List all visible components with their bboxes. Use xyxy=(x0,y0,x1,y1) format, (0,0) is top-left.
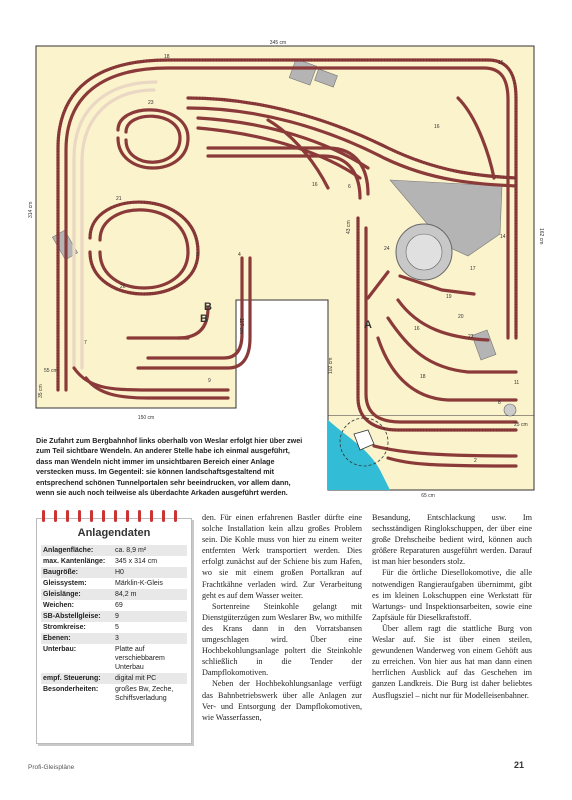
spec-key: Baugröße: xyxy=(41,567,113,578)
paragraph: Sortenreine Steinkohle gelangt mit Dienstgüterzügen zum Weslarer Bw, wo mithilfe des Krans dann in den Vorratsbansen umgeschlagen wird. Über eine Hochbekohlungsanlage poltert die Steinkohle schließlich in die Tender der Dampflokomotiven. xyxy=(202,601,362,678)
track-number: 7 xyxy=(84,340,87,346)
spec-key: Weichen: xyxy=(43,602,74,609)
text-column-2 xyxy=(202,512,362,723)
spec-row xyxy=(41,545,187,556)
track-number: 17 xyxy=(470,266,476,272)
plan-caption: Die Zufahrt zum Bergbahnhof links oberhalb von Weslar erfolgt hier über zwei zum Teil sichtbare Wendeln. An anderer Stelle habe ich einmal ausgeführt, dass man Wendeln nicht immer im unsichtbaren Bereich einer Anlage verstecken muss. Im Gegenteil: sie können landschaftsgestaltend mit entsprechend schönen Tunnelportalen sehr beeindrucken, vor allem dann, wenn sie auch noch teilweise als überdachte Arkaden ausgeführt werden. xyxy=(36,436,303,498)
track-number: 16 xyxy=(434,124,440,130)
spec-row xyxy=(41,589,187,600)
spec-row xyxy=(41,556,187,567)
ring-icon xyxy=(54,510,57,522)
spec-value: Platte auf verschiebbarem Unterbau xyxy=(115,646,165,671)
page-number: 21 xyxy=(514,760,525,770)
ring-icon xyxy=(138,510,141,522)
track-number: 2 xyxy=(474,458,477,464)
ring-icon xyxy=(126,510,129,522)
spec-value: 345 x 314 cm xyxy=(115,558,158,565)
track-number: 23 xyxy=(148,100,154,106)
spec-key: Unterbau: xyxy=(43,646,77,653)
dim-bottom-left: 150 cm xyxy=(137,415,155,421)
track-number: 18 xyxy=(164,54,170,60)
track-number: 11 xyxy=(514,380,520,386)
tank xyxy=(504,404,516,416)
track-number: 18 xyxy=(420,374,426,380)
anlagendaten-table xyxy=(41,545,187,704)
ring-icon xyxy=(174,510,177,522)
track-number: 19 xyxy=(446,294,452,300)
dim-inner-bottom: 35 cm xyxy=(38,384,44,398)
spec-key: max. Kantenlänge: xyxy=(43,558,106,565)
dim-height-right: 162 cm xyxy=(538,228,544,245)
spec-value: 84,2 m xyxy=(113,589,187,600)
spec-key: Ebenen: xyxy=(41,633,113,644)
spec-row xyxy=(41,673,187,684)
spec-value: digital mit PC xyxy=(113,673,187,684)
anlagendaten-card xyxy=(36,514,190,742)
anlagendaten-panel xyxy=(36,518,192,744)
label-b-upper: B xyxy=(204,301,212,313)
dim-inner-left: 117 cm xyxy=(238,318,244,335)
ring-icon xyxy=(66,510,69,522)
text-column-3 xyxy=(372,512,532,701)
spec-row xyxy=(41,600,187,611)
ring-icon xyxy=(90,510,93,522)
spec-value: Märklin-K-Gleis xyxy=(115,580,163,587)
spec-key: empf. Steuerung: xyxy=(41,673,113,684)
spec-value: 3 xyxy=(113,633,187,644)
ring-icon xyxy=(150,510,153,522)
ring-icon xyxy=(162,510,165,522)
anlagendaten-title: Anlagendaten xyxy=(77,527,151,539)
dim-width-top: 345 cm xyxy=(269,40,287,46)
label-b-lower: B xyxy=(200,313,208,325)
paragraph: Für die örtliche Diesellokomotive, die alle notwendigen Rangieraufgaben übernimmt, gibt es im kleinen Lokschuppen eine Werkstatt für Wartungs- und Inspektionsarbeiten, sowie eine Zapfsäule für Dieselkraftstoff. xyxy=(372,568,532,622)
spec-key: Anlagenfläche: xyxy=(41,545,113,556)
paragraph: den. Für einen erfahrenen Bastler dürfte eine solche Installation kein allzu großes Problem sein. Die Kohle muss von hier zu einem weiter entfernten Werk transportiert werden. Dies erfolgt zunächst auf der Schiene bis zum Hafen, wo sie mit einem großen Portalkran auf Frachtkähne verladen wird. Zur Verarbeitung geht es auf dem Wasser weiter. xyxy=(202,513,362,600)
spec-row xyxy=(41,684,187,704)
spec-row xyxy=(41,633,187,644)
spec-row xyxy=(41,578,187,589)
track-plan xyxy=(28,38,544,499)
paragraph: Neben der Hochbekohlungsanlage verfügt das Bahnbetriebswerk über alle Anlagen zur Ver- und Entsorgung der Dampflokomotiven, wie Wasserfassen, xyxy=(202,679,362,722)
ring-icon xyxy=(114,510,117,522)
dim-height-left: 314 cm xyxy=(28,201,34,218)
spec-key: Gleissystem: xyxy=(43,580,87,587)
ring-icon xyxy=(102,510,105,522)
spec-key: Besonderheiten: xyxy=(43,686,99,693)
track-number: 15 xyxy=(498,60,504,66)
spec-row xyxy=(41,611,187,622)
spec-value: 5 xyxy=(115,624,119,631)
spec-key: Stromkreise: xyxy=(43,624,86,631)
track-number: 24 xyxy=(384,246,390,252)
turntable-pit xyxy=(406,234,442,270)
spec-row xyxy=(41,622,187,633)
track-number: 20 xyxy=(458,314,464,320)
dim-corner-left: 55 cm xyxy=(44,368,58,374)
track-number: 22 xyxy=(468,334,474,340)
spec-row xyxy=(41,644,187,673)
track-number: 8 xyxy=(498,400,501,406)
spec-value: ca. 8,9 m² xyxy=(113,545,187,556)
spec-value: großes Bw, Zeche, Schiffsverladung xyxy=(115,686,174,702)
ring-icon xyxy=(78,510,81,522)
track-number: 16 xyxy=(312,182,318,188)
track-number: 26 xyxy=(120,284,126,290)
track-number: 16 xyxy=(414,326,420,332)
dim-small-a: 43 cm xyxy=(346,220,352,234)
dim-inner-mid: 102 cm xyxy=(328,357,334,374)
spec-key: Gleislänge: xyxy=(41,589,113,600)
paragraph: Besandung, Entschlackung usw. Im sechsständigen Ringlokschuppen, der über eine große Drehscheibe bedient wird, können auch größere Reparaturen ausgeführt werden. Darauf ist man hier besonders stolz. xyxy=(372,513,532,567)
spec-value: 9 xyxy=(113,611,187,622)
paragraph: Über allem ragt die stattliche Burg von Weslar auf. Sie ist über einen steilen, gewundenen Wanderweg von einem Gehöft aus zu erreichen. Von hier aus hat man dann einen herrlichen Ausblick auf das Geschehen im ganzen Landkreis. Die Burg ist daher beliebtes Ausflugsziel – nicht nur für Modelleisenbahner. xyxy=(372,623,532,700)
ring-icon xyxy=(42,510,45,522)
track-number: 4 xyxy=(238,252,241,258)
track-number: 21 xyxy=(116,196,122,202)
track-number: 5 xyxy=(196,252,199,258)
spec-row xyxy=(41,567,187,578)
binder-rings xyxy=(42,510,184,522)
track-number: 14 xyxy=(500,234,506,240)
track-number: 6 xyxy=(348,184,351,190)
track-number: 9 xyxy=(208,378,211,384)
label-a: A xyxy=(364,319,372,331)
footer-publication: Profi-Gleispläne xyxy=(28,764,75,771)
dim-bottom-right: 65 cm xyxy=(421,493,435,499)
dim-corner-right: 25 cm xyxy=(514,422,528,428)
spec-value: 69 xyxy=(115,602,123,609)
spec-key: SB-Abstellgleise: xyxy=(41,611,113,622)
spec-value: H0 xyxy=(113,567,187,578)
